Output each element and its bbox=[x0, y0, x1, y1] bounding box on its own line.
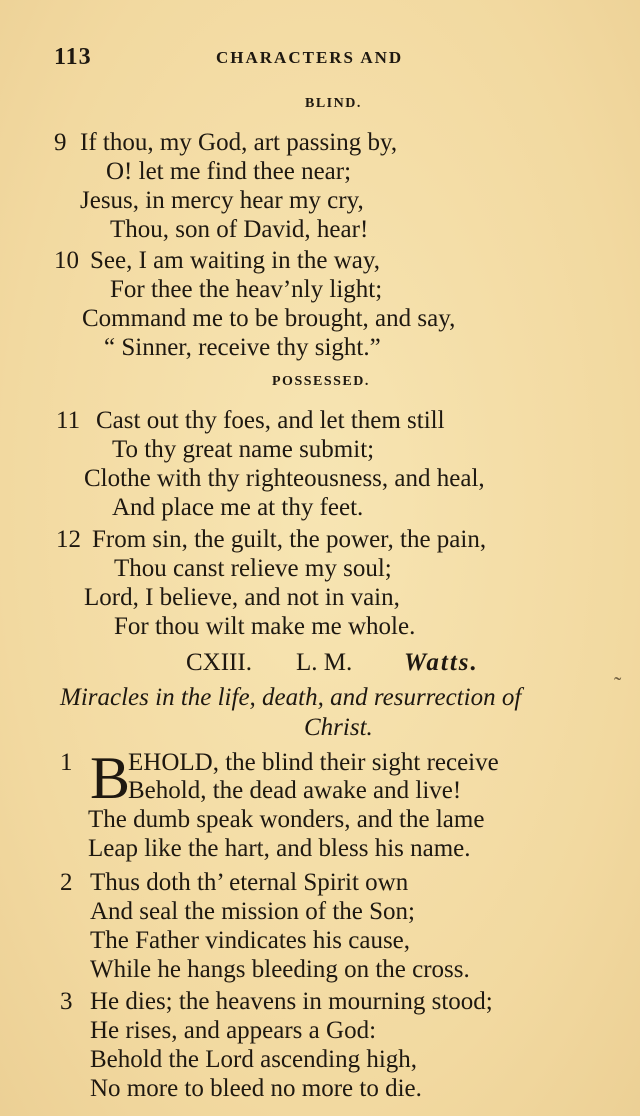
running-head: CHARACTERS AND bbox=[216, 48, 404, 67]
verse-line: While he hangs bleeding on the cross. bbox=[90, 956, 470, 983]
verse-line: Thou, son of David, hear! bbox=[110, 216, 369, 243]
verse-line: Thus doth th’ eternal Spirit own bbox=[90, 869, 409, 896]
verse-number: 10 bbox=[54, 247, 79, 274]
hymn-subtitle: Miracles in the life, death, and resurrection of bbox=[60, 684, 522, 711]
hymn-number: CXIII. bbox=[186, 649, 252, 676]
verse-line: See, I am waiting in the way, bbox=[90, 247, 380, 274]
verse-line: To thy great name submit; bbox=[112, 436, 375, 463]
verse-line: Behold, the dead awake and live! bbox=[128, 777, 462, 804]
verse-line: O! let me find thee near; bbox=[106, 158, 352, 185]
verse-line: No more to bleed no more to die. bbox=[90, 1075, 422, 1102]
hymn-heading bbox=[0, 650, 640, 684]
verse-line: And place me at thy feet. bbox=[112, 494, 364, 521]
page-number: 113 bbox=[54, 44, 92, 70]
verse-line: Clothe with thy righteousness, and heal, bbox=[84, 465, 485, 492]
verse-line: He rises, and appears a God: bbox=[90, 1017, 377, 1044]
verse-line: The Father vindicates his cause, bbox=[90, 927, 411, 954]
section-label-blind: BLIND. bbox=[305, 96, 362, 111]
verse-line: Command me to be brought, and say, bbox=[82, 305, 456, 332]
verse-line: And seal the mission of the Son; bbox=[90, 898, 415, 925]
verse-line: If thou, my God, art passing by, bbox=[80, 129, 398, 156]
hymn-meter: L. M. bbox=[296, 649, 353, 676]
verse-line: “ Sinner, receive thy sight.” bbox=[104, 334, 381, 361]
verse-line: For thee the heav’nly light; bbox=[110, 276, 383, 303]
verse-line: Thou canst relieve my soul; bbox=[114, 555, 392, 582]
verse-line: He dies; the heavens in mourning stood; bbox=[90, 988, 493, 1015]
verse-number: 9 bbox=[54, 129, 67, 156]
verse-line: Cast out thy foes, and let them still bbox=[96, 407, 445, 434]
page-edge-mark-icon: ˜ bbox=[614, 672, 622, 697]
verse-line: Leap like the hart, and bless his name. bbox=[88, 835, 471, 862]
verse-number: 11 bbox=[56, 407, 81, 434]
verse-line: From sin, the guilt, the power, the pain, bbox=[92, 526, 487, 553]
verse-line: For thou wilt make me whole. bbox=[114, 613, 416, 640]
verse-line: The dumb speak wonders, and the lame bbox=[88, 806, 485, 833]
drop-capital: B bbox=[90, 745, 131, 811]
page-header bbox=[54, 44, 454, 78]
verse-number: 2 bbox=[60, 869, 73, 896]
verse-number: 12 bbox=[56, 526, 81, 553]
verse-line: Jesus, in mercy hear my cry, bbox=[80, 187, 364, 214]
section-label-possessed: POSSESSED. bbox=[272, 374, 370, 389]
verse-number: 3 bbox=[60, 988, 73, 1015]
verse-line: Lord, I believe, and not in vain, bbox=[84, 584, 400, 611]
hymn-subtitle-continued: Christ. bbox=[304, 714, 373, 741]
verse-number: 1 bbox=[60, 749, 73, 776]
verse-line: Behold the Lord ascending high, bbox=[90, 1046, 418, 1073]
hymn-author: Watts. bbox=[404, 649, 479, 676]
verse-line: EHOLD, the blind their sight receive bbox=[128, 749, 499, 776]
